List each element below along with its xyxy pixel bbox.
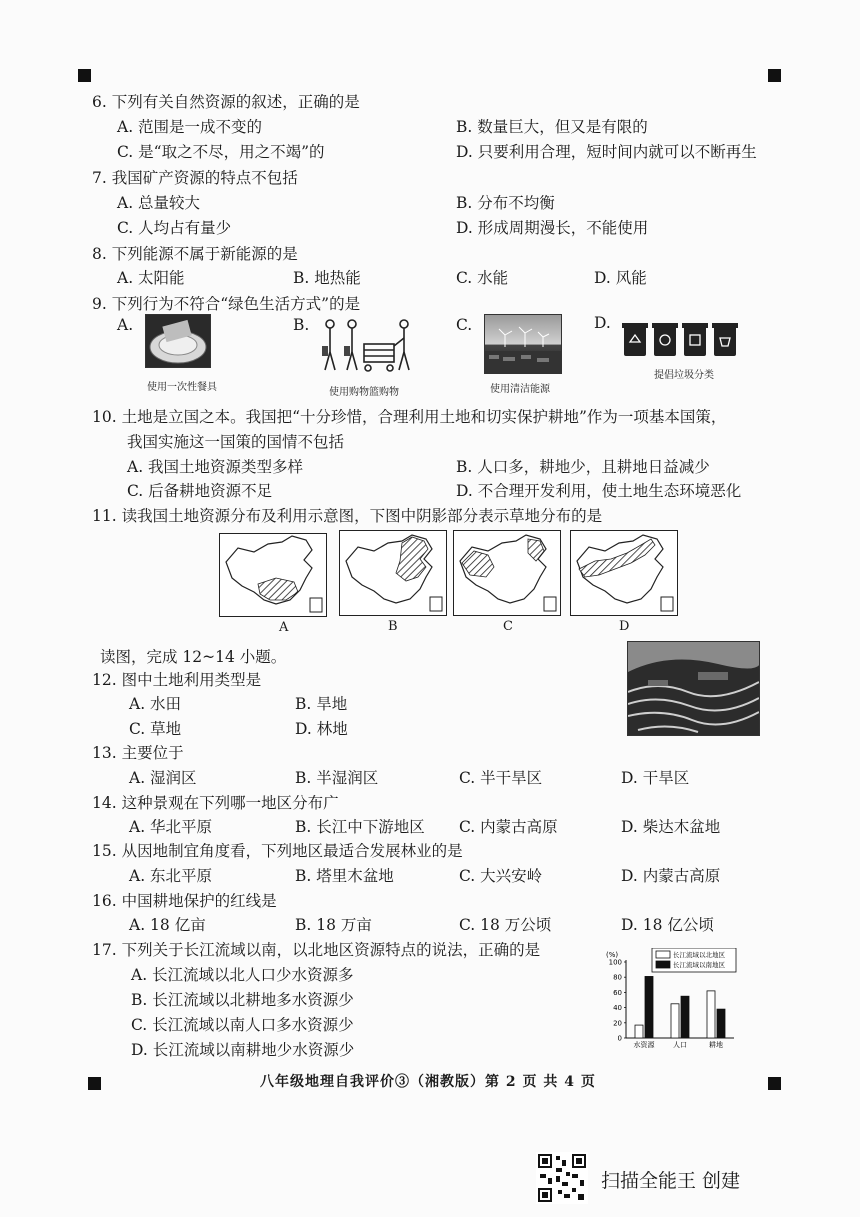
- q17-option-b: B. 长江流域以北耕地多水资源少: [131, 991, 354, 1009]
- registration-mark: [768, 1077, 781, 1090]
- q17-option-d: D. 长江流域以南耕地少水资源少: [131, 1041, 355, 1059]
- q7-option-d: D. 形成周期漫长，不能使用: [456, 219, 649, 237]
- registration-mark: [78, 69, 91, 82]
- chart-legend-swatch: [656, 951, 670, 958]
- qr-code-icon: [536, 1152, 588, 1204]
- terraced-field-photo: [627, 641, 760, 736]
- q16-option-d: D. 18 亿公顷: [621, 916, 714, 934]
- question-15-stem: 15. 从因地制宜角度看，下列地区最适合发展林业的是: [92, 842, 463, 860]
- q15-option-d: D. 内蒙古高原: [621, 867, 721, 885]
- question-16-stem: 16. 中国耕地保护的红线是: [92, 892, 277, 910]
- chart-y-tick-label: 60: [613, 988, 622, 997]
- chart-y-label: (%): [606, 951, 619, 959]
- q13-option-d: D. 干旱区: [621, 769, 690, 787]
- q17-option-a: A. 长江流域以北人口少水资源多: [131, 966, 354, 984]
- chart-legend-swatch: [656, 961, 670, 968]
- q13-option-b: B. 半湿润区: [295, 769, 379, 787]
- q8-option-b: B. 地热能: [293, 269, 361, 287]
- q9-option-b-label: B.: [293, 316, 310, 334]
- q14-option-d: D. 柴达木盆地: [621, 818, 721, 836]
- chart-category-label: 水资源: [633, 1041, 655, 1049]
- q12-option-c: C. 草地: [129, 720, 182, 738]
- q13-option-c: C. 半干旱区: [459, 769, 543, 787]
- q6-option-b: B. 数量巨大，但又是有限的: [456, 118, 648, 136]
- q8-option-a: A. 太阳能: [117, 269, 185, 287]
- disposable-tableware-photo: [145, 314, 211, 368]
- chart-bar: [635, 1025, 643, 1038]
- q9-option-c-label: C.: [456, 316, 473, 334]
- registration-mark: [88, 1077, 101, 1090]
- china-map-a: [219, 533, 327, 617]
- scanner-watermark: 扫描全能王 创建: [601, 1170, 741, 1192]
- q14-option-a: A. 华北平原: [129, 818, 213, 836]
- question-13-stem: 13. 主要位于: [92, 744, 184, 762]
- q10-option-c: C. 后备耕地资源不足: [127, 482, 273, 500]
- question-14-stem: 14. 这种景观在下列哪一地区分布广: [92, 794, 339, 812]
- q10-option-a: A. 我国土地资源类型多样: [127, 458, 304, 476]
- chart-y-tick-label: 0: [617, 1034, 622, 1043]
- q7-option-b: B. 分布不均衡: [456, 194, 555, 212]
- registration-mark: [768, 69, 781, 82]
- q15-option-a: A. 东北平原: [129, 867, 213, 885]
- q9-caption-a: 使用一次性餐具: [147, 382, 217, 393]
- q15-option-b: B. 塔里木盆地: [295, 867, 394, 885]
- q9-caption-d: 提倡垃圾分类: [654, 370, 714, 381]
- q8-option-c: C. 水能: [456, 269, 509, 287]
- q9-option-d-label: D.: [594, 314, 611, 332]
- china-map-b: [339, 530, 447, 616]
- q16-option-c: C. 18 万公顷: [459, 916, 552, 934]
- q15-option-c: C. 大兴安岭: [459, 867, 543, 885]
- chart-category-label: 耕地: [709, 1041, 723, 1049]
- chart-legend-label: 长江流域以北地区: [673, 951, 725, 959]
- q14-option-c: C. 内蒙古高原: [459, 818, 558, 836]
- chart-bar: [707, 991, 715, 1038]
- q16-option-b: B. 18 万亩: [295, 916, 372, 934]
- q6-option-a: A. 范围是一成不变的: [117, 118, 263, 136]
- q10-option-b: B. 人口多，耕地少，且耕地日益减少: [456, 458, 710, 476]
- q7-option-a: A. 总量较大: [117, 194, 201, 212]
- chart-bar: [717, 1009, 725, 1038]
- chart-bar: [681, 996, 689, 1038]
- china-map-c: [453, 530, 561, 616]
- question-11-stem: 11. 读我国土地资源分布及利用示意图，下图中阴影部分表示草地分布的是: [92, 507, 603, 525]
- q6-option-d: D. 只要利用合理，短时间内就可以不断再生: [456, 143, 757, 161]
- q7-option-c: C. 人均占有量少: [117, 219, 232, 237]
- resource-bar-chart: [600, 948, 740, 1056]
- chart-y-tick-label: 20: [613, 1019, 622, 1028]
- chart-bar: [645, 976, 653, 1038]
- question-9-stem: 9. 下列行为不符合“绿色生活方式”的是: [92, 295, 361, 313]
- q14-option-b: B. 长江中下游地区: [295, 818, 425, 836]
- q10-option-d: D. 不合理开发利用，使土地生态环境恶化: [456, 482, 742, 500]
- chart-y-tick-label: 40: [613, 1004, 622, 1013]
- question-10-stem-line2: 我国实施这一国策的国情不包括: [127, 433, 345, 451]
- q9-caption-b: 使用购物篮购物: [329, 387, 399, 398]
- chart-legend-label: 长江流域以南地区: [673, 961, 725, 969]
- chart-y-tick-label: 80: [613, 973, 622, 982]
- map-label-c: C: [503, 619, 513, 634]
- garbage-sorting-bins-picture: [620, 320, 744, 358]
- reading-intro-12-14: 读图，完成 12~14 小题。: [100, 648, 287, 666]
- q12-option-a: A. 水田: [129, 695, 182, 713]
- q6-option-c: C. 是“取之不尽，用之不竭”的: [117, 143, 325, 161]
- q9-caption-c: 使用清洁能源: [490, 384, 550, 395]
- map-label-a: A: [279, 620, 289, 635]
- question-6-stem: 6. 下列有关自然资源的叙述，正确的是: [92, 93, 360, 111]
- q17-option-c: C. 长江流域以南人口多水资源少: [131, 1016, 354, 1034]
- page-footer: 八年级地理自我评价③（湘教版）第 2 页 共 4 页: [260, 1074, 596, 1090]
- question-17-stem: 17. 下列关于长江流域以南，以北地区资源特点的说法，正确的是: [92, 941, 541, 959]
- map-label-d: D: [619, 619, 630, 634]
- question-7-stem: 7. 我国矿产资源的特点不包括: [92, 169, 298, 187]
- chart-category-label: 人口: [673, 1041, 687, 1049]
- q8-option-d: D. 风能: [594, 269, 647, 287]
- q12-option-d: D. 林地: [295, 720, 348, 738]
- map-label-b: B: [388, 619, 398, 634]
- question-10-stem-line1: 10. 土地是立国之本。我国把“十分珍惜，合理利用土地和切实保护耕地”作为一项基本国策，: [92, 408, 727, 426]
- chart-bar: [671, 1004, 679, 1038]
- question-8-stem: 8. 下列能源不属于新能源的是: [92, 245, 298, 263]
- shopping-basket-people-picture: [316, 316, 416, 376]
- china-map-d: [570, 530, 678, 616]
- q13-option-a: A. 湿润区: [129, 769, 197, 787]
- q16-option-a: A. 18 亿亩: [129, 916, 206, 934]
- question-12-stem: 12. 图中土地利用类型是: [92, 671, 262, 689]
- q12-option-b: B. 旱地: [295, 695, 348, 713]
- clean-energy-wind-turbines-photo: [484, 314, 562, 374]
- chart-y-tick-label: 100: [608, 958, 622, 967]
- q9-option-a-label: A.: [117, 316, 134, 334]
